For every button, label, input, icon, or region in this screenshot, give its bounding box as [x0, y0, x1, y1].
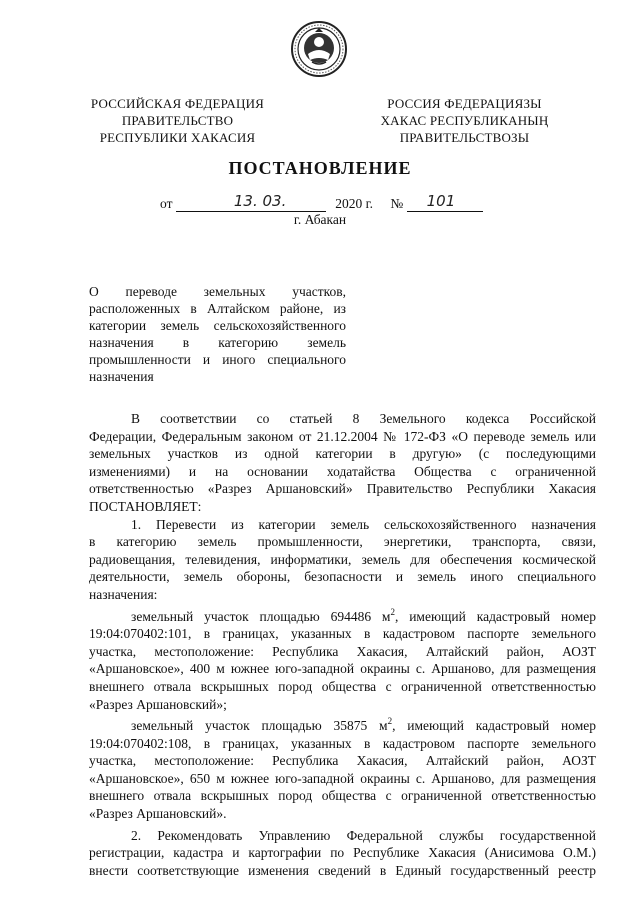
body-line: назначения:: [89, 586, 158, 602]
body-line: «Аршановское», 400 м южнее юго-западной окраины с. Аршаново, для размещения: [89, 661, 596, 677]
body-line: ответственностью «Разрез Аршановский» Правительство Республики Хакасия: [89, 481, 596, 497]
document-subject: [89, 283, 346, 385]
subject-line: О переводе земельных участков,: [89, 284, 346, 299]
body-line: деятельности, земель обороны, безопасности и земель иного специального: [89, 569, 596, 585]
body-line: внешнего отвала вскрышных пород общества с ограниченной ответственностью: [89, 788, 596, 804]
body-line: участка, местоположение: Республика Хакасия, Алтайский район, АОЗТ: [89, 643, 596, 659]
body-line: земельных участков из одной категории в другую» (с последующими: [89, 446, 596, 462]
body-line: 2. Рекомендовать Управлению Федеральной службы государственной: [131, 827, 596, 843]
date-year: 2020 г.: [335, 196, 373, 211]
body-line: «Аршановское», 650 м южнее юго-западной окраины с. Аршаново, для размещения: [89, 770, 596, 786]
plot2-first-line: [89, 717, 596, 735]
coat-of-arms-emblem: [290, 20, 348, 78]
subject-line: категории земель сельскохозяйственного: [89, 318, 346, 333]
issuer-header-khakas: [372, 95, 557, 146]
number-field: [407, 192, 483, 212]
body-line: 1. Перевести из категории земель сельскохозяйственного назначения: [131, 516, 596, 532]
body-line: ПОСТАНОВЛЯЕТ:: [89, 498, 202, 514]
subject-line: назначения: [89, 369, 154, 384]
handwritten-date: 13. 03.: [233, 192, 287, 210]
number-sign: №: [390, 196, 404, 211]
body-line: внешнего отвала вскрышных пород общества с ограниченной ответственностью: [89, 678, 596, 694]
header-right-line: ХАКАС РЕСПУБЛИКАНЫҢ: [380, 113, 549, 128]
plot1-text: земельный участок площадью 694486 м: [131, 608, 391, 624]
handwritten-number: 101: [426, 192, 456, 210]
header-left-line: РОССИЙСКАЯ ФЕДЕРАЦИЯ: [90, 96, 265, 111]
body-line: внести соответствующие изменения сведений в Единый государственный реестр: [89, 862, 596, 878]
subject-line: промышленности и иного специального: [89, 352, 346, 367]
subject-line: расположенных в Алтайском районе, из: [89, 301, 346, 316]
body-line: «Разрез Аршановский»;: [89, 696, 227, 712]
header-left-line: ПРАВИТЕЛЬСТВО: [121, 113, 234, 128]
body-line: участка, местоположение: Республика Хакасия, Алтайский район, АОЗТ: [89, 753, 596, 769]
plot1-text-cont: , имеющий кадастровый номер: [394, 608, 596, 624]
document-title: ПОСТАНОВЛЕНИЕ: [228, 158, 412, 178]
area-unit-superscript: 2: [390, 607, 395, 617]
city-line: г. Абакан: [293, 212, 347, 227]
body-line: радиовещания, телевидения, информатики, земель для обеспечения космической: [89, 551, 596, 567]
date-prefix: от: [160, 196, 173, 211]
date-number-line: [160, 192, 483, 212]
plot2-text: земельный участок площадью 35875 м: [131, 718, 388, 734]
plot2-text-cont: , имеющий кадастровый номер: [392, 718, 596, 734]
body-line: регистрации, кадастра и картографии по Республике Хакасия (Анисимова О.М.): [89, 845, 596, 861]
header-right-line: ПРАВИТЕЛЬСТВОЗЫ: [399, 130, 530, 145]
body-line: в категорию земель промышленности, энергетики, транспорта, связи,: [89, 534, 596, 550]
body-line: «Разрез Аршановский».: [89, 806, 227, 822]
area-unit-superscript: 2: [387, 717, 393, 727]
body-line: 19:04:070402:101, в границах, указанных в кадастровом паспорте земельного: [89, 626, 596, 642]
body-line: 19:04:070402:108, в границах, указанных в кадастровом паспорте земельного: [89, 735, 596, 751]
body-line: Федерации, Федеральным законом от 21.12.2004 № 172-ФЗ «О переводе земель или: [89, 428, 596, 444]
body-line: изменениями) и на основании ходатайства Общества с ограниченной: [89, 463, 596, 479]
subject-line: назначения в категорию земель: [89, 335, 346, 350]
date-field: [176, 192, 326, 212]
header-left-line: РЕСПУБЛИКИ ХАКАСИЯ: [99, 130, 256, 145]
issuer-header-russian: [90, 95, 265, 146]
plot1-first-line: [89, 608, 596, 626]
body-line: В соответствии со статьей 8 Земельного кодекса Российской: [131, 411, 596, 426]
header-right-line: РОССИЯ ФЕДЕРАЦИЯЗЫ: [387, 96, 542, 111]
document-body: [89, 410, 596, 879]
